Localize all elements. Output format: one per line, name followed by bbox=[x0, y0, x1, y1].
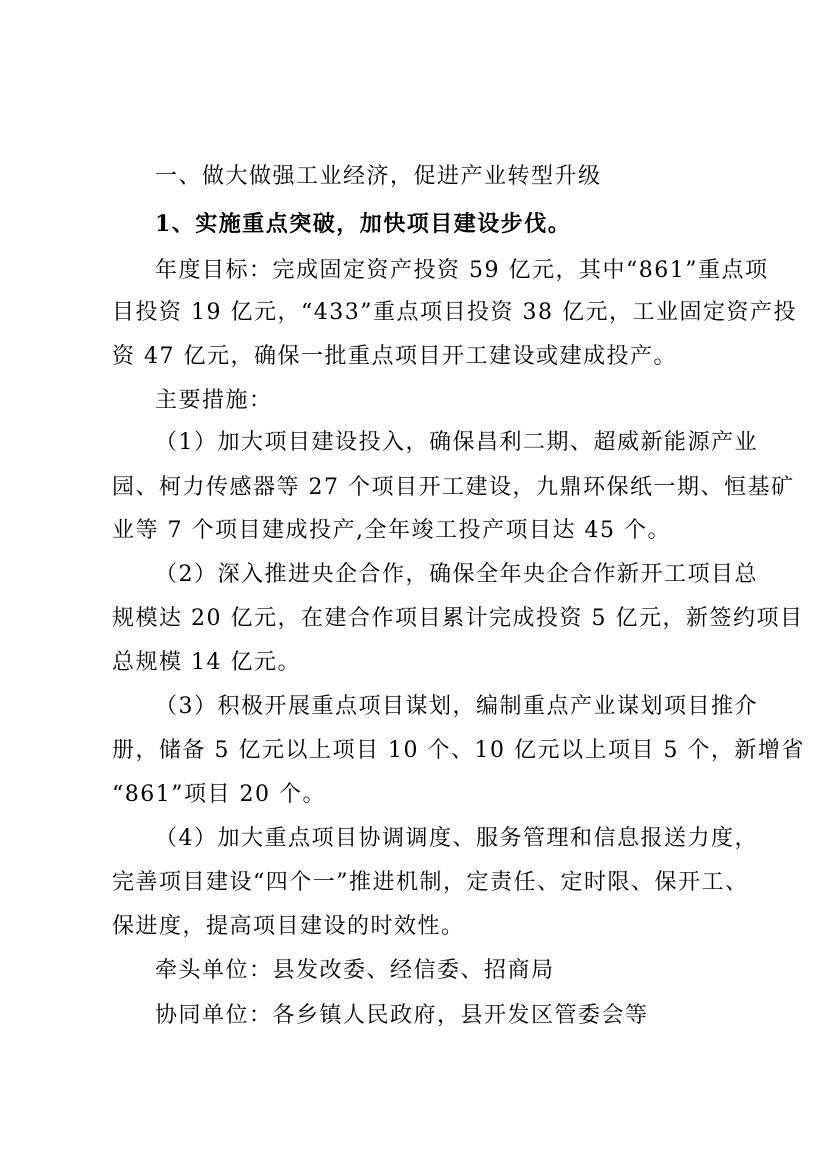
measure-2-line-2: 规模达 20 亿元，在建合作项目累计完成投资 5 亿元，新签约项目 bbox=[112, 606, 804, 631]
measure-2-line-3: 总规模 14 亿元。 bbox=[112, 650, 301, 675]
measure-4-line-2: 完善项目建设“四个一”推进机制，定责任、定时限、保开工、 bbox=[112, 870, 749, 895]
measure-2-line-1: （2）深入推进央企合作，确保全年央企合作新开工项目总 bbox=[155, 562, 758, 587]
measures-label: 主要措施： bbox=[155, 388, 273, 413]
measure-1-line-1: （1）加大项目建设投入，确保昌利二期、超威新能源产业 bbox=[155, 430, 758, 455]
target-line-1: 年度目标：完成固定资产投资 59 亿元，其中“861”重点项 bbox=[155, 258, 769, 283]
subsection-heading: 1、实施重点突破，加快项目建设步伐。 bbox=[155, 211, 572, 237]
measure-4-line-1: （4）加大重点项目协调调度、服务管理和信息报送力度， bbox=[155, 826, 758, 851]
measure-3-line-2: 册，储备 5 亿元以上项目 10 个、10 亿元以上项目 5 个，新增省 bbox=[112, 738, 805, 763]
measure-1-line-2: 园、柯力传感器等 27 个项目开工建设，九鼎环保纸一期、恒基矿 bbox=[112, 475, 795, 500]
target-line-3: 资 47 亿元，确保一批重点项目开工建设或建成投产。 bbox=[112, 344, 677, 369]
lead-unit: 牵头单位：县发改委、经信委、招商局 bbox=[155, 958, 555, 983]
coop-unit: 协同单位：各乡镇人民政府，县开发区管委会等 bbox=[155, 1003, 649, 1028]
measure-1-line-3: 业等 7 个项目建成投产,全年竣工投产项目达 45 个。 bbox=[112, 518, 671, 543]
target-line-2: 目投资 19 亿元，“433”重点项目投资 38 亿元，工业固定资产投 bbox=[112, 300, 797, 325]
measure-4-line-3: 保进度，提高项目建设的时效性。 bbox=[112, 914, 465, 939]
section-heading: 一、做大做强工业经济，促进产业转型升级 bbox=[155, 164, 602, 189]
measure-3-line-3: “861”项目 20 个。 bbox=[112, 782, 326, 807]
measure-3-line-1: （3）积极开展重点项目谋划，编制重点产业谋划项目推介 bbox=[155, 694, 758, 719]
